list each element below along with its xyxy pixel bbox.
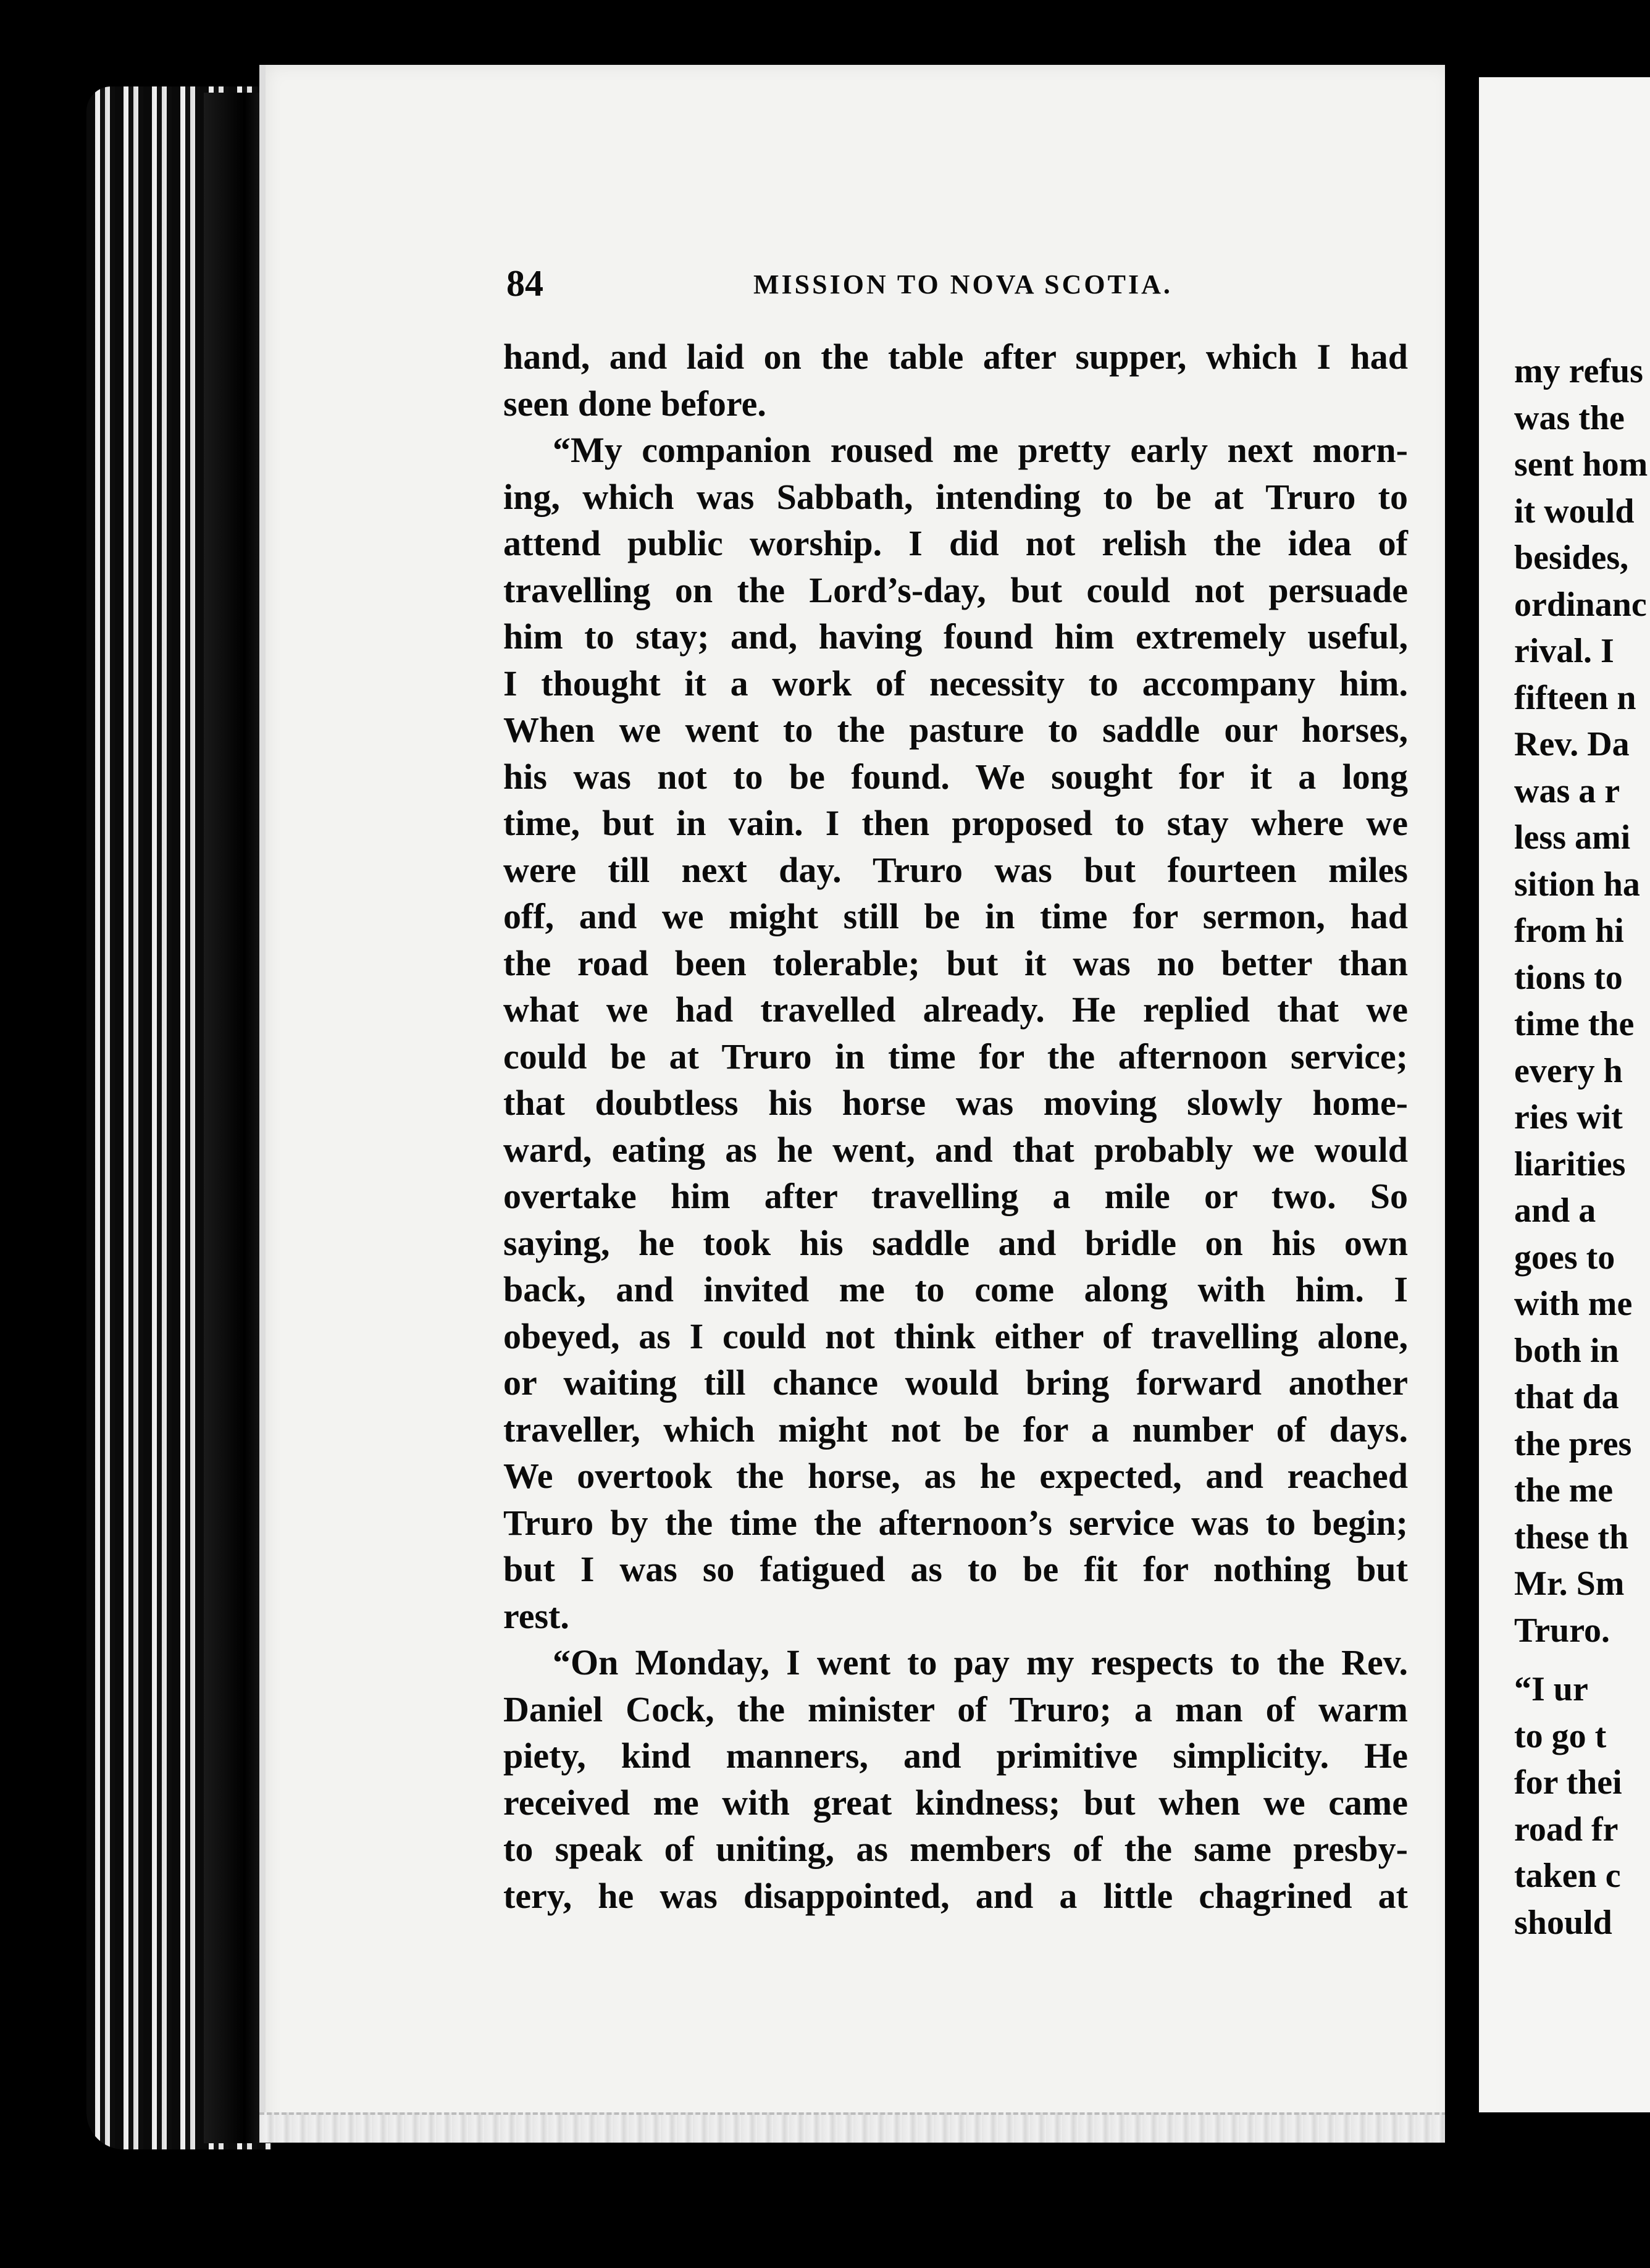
facing-page-line: road fr: [1514, 1810, 1619, 1849]
facing-page-line: every h: [1514, 1051, 1623, 1090]
text-line: obeyed, as I could not think either of travelling alone,: [503, 1316, 1408, 1356]
text-line: Truro by the time the afternoon’s service was to begin;: [503, 1502, 1408, 1543]
facing-page-line: and a: [1514, 1191, 1596, 1230]
facing-page-line: both in: [1514, 1331, 1619, 1370]
text-line: I thought it a work of necessity to accompany him.: [503, 663, 1408, 704]
body-text: [503, 334, 1408, 1919]
text-line: travelling on the Lord’s-day, but could not persuade: [503, 569, 1408, 610]
facing-page-line: it would: [1514, 492, 1635, 531]
text-line: were till next day. Truro was but fourteen miles: [503, 849, 1408, 890]
text-line: Daniel Cock, the minister of Truro; a man of warm: [503, 1689, 1408, 1729]
facing-page-line: the me: [1514, 1471, 1614, 1510]
text-line: overtake him after travelling a mile or two. So: [503, 1176, 1408, 1216]
page-bottom-edge: [259, 2112, 1454, 2143]
facing-page-line: sition ha: [1514, 865, 1640, 904]
facing-page-line: Rev. Da: [1514, 725, 1630, 763]
facing-page-line: for thei: [1514, 1763, 1622, 1802]
text-line: piety, kind manners, and primitive simplicity. He: [503, 1736, 1408, 1776]
facing-page: [1479, 77, 1650, 2112]
facing-page-line: sent hom: [1514, 445, 1648, 484]
facing-page-line: liarities: [1514, 1144, 1626, 1183]
text-line: time, but in vain. I then proposed to stay where we: [503, 803, 1408, 843]
facing-page-line: “I ur: [1514, 1670, 1588, 1708]
facing-page-line: taken c: [1514, 1857, 1621, 1895]
facing-page-line: Truro.: [1514, 1611, 1610, 1650]
page-number: 84: [506, 263, 543, 304]
facing-page-line: goes to: [1514, 1238, 1615, 1277]
facing-page-line: should: [1514, 1903, 1612, 1942]
facing-page-line: was a r: [1514, 771, 1620, 810]
text-line: that doubtless his horse was moving slowly home-: [503, 1083, 1408, 1123]
text-line: or waiting till chance would bring forward another: [503, 1363, 1408, 1403]
facing-page-line: the pres: [1514, 1424, 1632, 1463]
text-line: “On Monday, I went to pay my respects to the Rev.: [553, 1642, 1408, 1682]
facing-page-line: was the: [1514, 398, 1625, 437]
text-line: rest.: [503, 1595, 569, 1636]
text-line: the road been tolerable; but it was no better than: [503, 943, 1408, 983]
facing-page-line: tions to: [1514, 958, 1623, 997]
facing-page-line: besides,: [1514, 539, 1629, 577]
facing-page-line: ordinanc: [1514, 585, 1647, 624]
text-line: saying, he took his saddle and bridle on his own: [503, 1222, 1408, 1263]
text-line: him to stay; and, having found him extremely useful,: [503, 616, 1408, 657]
gutter: [1445, 0, 1482, 2268]
running-head: [506, 262, 1420, 304]
facing-page-line: from hi: [1514, 912, 1624, 950]
text-line: back, and invited me to come along with him. I: [503, 1269, 1408, 1309]
facing-page-line: to go t: [1514, 1716, 1607, 1755]
facing-page-line: ries wit: [1514, 1098, 1623, 1136]
text-line: traveller, which might not be for a number of days.: [503, 1409, 1408, 1450]
facing-page-line: fifteen n: [1514, 678, 1636, 717]
text-line: attend public worship. I did not relish the idea of: [503, 523, 1408, 563]
text-line: We overtook the horse, as he expected, and reached: [503, 1456, 1408, 1496]
text-line: what we had travelled already. He replied that we: [503, 989, 1408, 1030]
facing-page-line: Mr. Sm: [1514, 1564, 1625, 1603]
text-line: tery, he was disappointed, and a little chagrined at: [503, 1875, 1408, 1916]
facing-page-line: these th: [1514, 1518, 1629, 1556]
text-line: could be at Truro in time for the afternoon service;: [503, 1036, 1408, 1077]
facing-page-line: time the: [1514, 1005, 1635, 1043]
facing-page-line: less ami: [1514, 818, 1631, 857]
facing-page-line: rival. I: [1514, 632, 1614, 670]
text-line: “My companion roused me pretty early next morn-: [553, 430, 1408, 470]
text-line: seen done before.: [503, 383, 766, 424]
text-line: ing, which was Sabbath, intending to be at Truro to: [503, 476, 1408, 517]
text-line: received me with great kindness; but when we came: [503, 1782, 1408, 1823]
text-line: ward, eating as he went, and that probably we would: [503, 1129, 1408, 1170]
text-line: to speak of uniting, as members of the same presby-: [503, 1829, 1408, 1869]
running-title: MISSION TO NOVA SCOTIA.: [753, 269, 1173, 300]
text-line: off, and we might still be in time for sermon, had: [503, 896, 1408, 936]
text-line: his was not to be found. We sought for it a long: [503, 756, 1408, 797]
text-line: but I was so fatigued as to be fit for nothing but: [503, 1549, 1408, 1589]
facing-page-line: that da: [1514, 1378, 1619, 1416]
text-line: When we went to the pasture to saddle our horses,: [503, 710, 1408, 750]
facing-page-line: with me: [1514, 1285, 1633, 1323]
text-line: hand, and laid on the table after supper, which I had: [503, 337, 1408, 377]
facing-page-line: my refus: [1514, 352, 1643, 390]
